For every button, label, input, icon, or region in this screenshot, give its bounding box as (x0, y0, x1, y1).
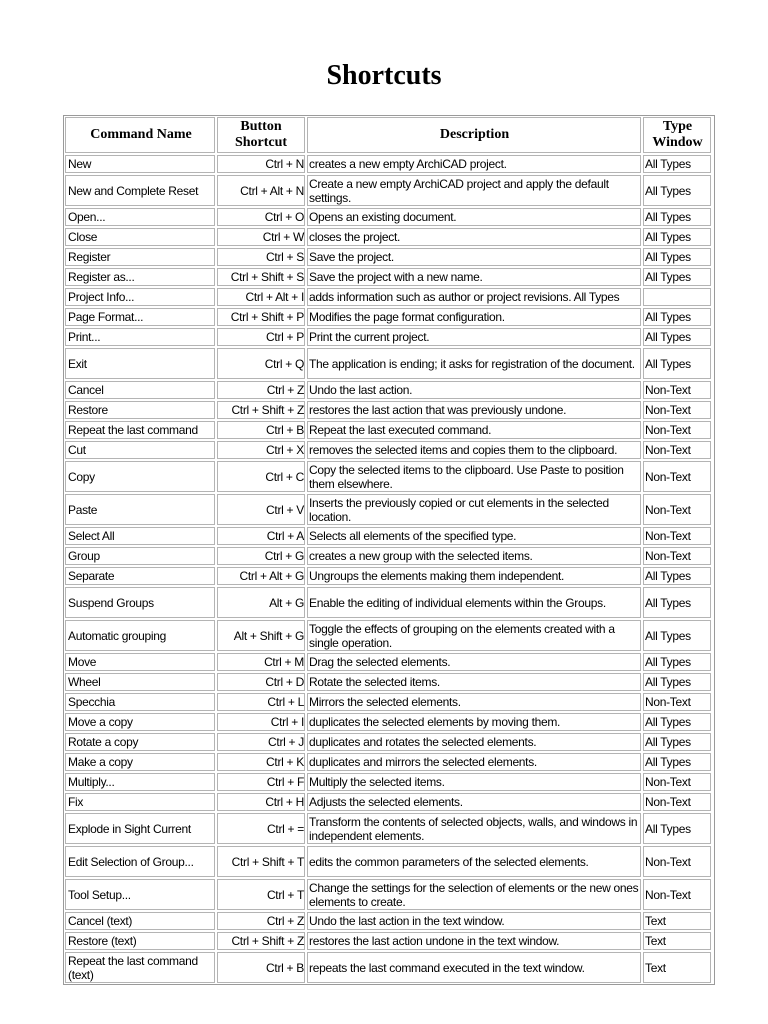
command-name-cell: Close (65, 228, 215, 246)
table-row (64, 420, 714, 440)
description-cell: Mirrors the selected elements. (307, 693, 641, 711)
table-row (64, 440, 714, 460)
table-row (64, 207, 714, 227)
shortcut-cell: Ctrl + K (217, 753, 305, 771)
shortcut-cell: Ctrl + W (217, 228, 305, 246)
shortcut-cell: Ctrl + Shift + Z (217, 932, 305, 950)
shortcut-cell: Ctrl + Shift + Z (217, 401, 305, 419)
table-row (64, 672, 714, 692)
command-name-cell: New and Complete Reset (65, 175, 215, 206)
table-row (64, 911, 714, 931)
description-cell: removes the selected items and copies them to the clipboard. (307, 441, 641, 459)
description-cell: Transform the contents of selected objects, walls, and windows in independent elements. (307, 813, 641, 844)
table-row (64, 712, 714, 732)
type-window-cell: All Types (643, 753, 711, 771)
command-name-cell: Repeat the last command (65, 421, 215, 439)
shortcut-cell: Ctrl + L (217, 693, 305, 711)
command-name-cell: Separate (65, 567, 215, 585)
command-name-cell: Rotate a copy (65, 733, 215, 751)
type-window-cell: All Types (643, 208, 711, 226)
shortcut-cell: Ctrl + F (217, 773, 305, 791)
command-name-cell: Group (65, 547, 215, 565)
table-row (64, 174, 714, 207)
table-row (64, 586, 714, 619)
shortcut-cell: Ctrl + S (217, 248, 305, 266)
command-name-cell: Restore (65, 401, 215, 419)
shortcut-cell: Ctrl + Z (217, 912, 305, 930)
table-row (64, 878, 714, 911)
table-row (64, 692, 714, 712)
description-cell: Modifies the page format configuration. (307, 308, 641, 326)
description-cell: edits the common parameters of the selected elements. (307, 846, 641, 877)
type-window-cell: All Types (643, 308, 711, 326)
command-name-cell: Move (65, 653, 215, 671)
shortcut-cell: Ctrl + A (217, 527, 305, 545)
type-window-cell: Non-Text (643, 693, 711, 711)
command-name-cell: Suspend Groups (65, 587, 215, 618)
type-window-cell: All Types (643, 175, 711, 206)
table-row (64, 247, 714, 267)
description-cell: duplicates the selected elements by moving them. (307, 713, 641, 731)
shortcut-cell: Ctrl + I (217, 713, 305, 731)
type-window-cell: All Types (643, 733, 711, 751)
description-cell: Ungroups the elements making them independent. (307, 567, 641, 585)
command-name-cell: Multiply... (65, 773, 215, 791)
description-cell: The application is ending; it asks for registration of the document. (307, 348, 641, 379)
table-row (64, 307, 714, 327)
shortcut-cell: Ctrl + Shift + T (217, 846, 305, 877)
command-name-cell: Paste (65, 494, 215, 525)
description-cell: Toggle the effects of grouping on the elements created with a single operation. (307, 620, 641, 651)
type-window-cell: All Types (643, 268, 711, 286)
description-cell: Save the project with a new name. (307, 268, 641, 286)
table-row (64, 327, 714, 347)
shortcut-cell: Ctrl + Shift + S (217, 268, 305, 286)
table-row (64, 347, 714, 380)
description-cell: Undo the last action. (307, 381, 641, 399)
description-cell: Drag the selected elements. (307, 653, 641, 671)
description-cell: Print the current project. (307, 328, 641, 346)
command-name-cell: Exit (65, 348, 215, 379)
type-window-cell: Text (643, 932, 711, 950)
table-row (64, 792, 714, 812)
command-name-cell: Automatic grouping (65, 620, 215, 651)
description-cell: Enable the editing of individual elements within the Groups. (307, 587, 641, 618)
page-title: Shortcuts (326, 60, 442, 91)
shortcut-cell: Ctrl + T (217, 879, 305, 910)
command-name-cell: Restore (text) (65, 932, 215, 950)
type-window-cell: Text (643, 952, 711, 983)
command-name-cell: Edit Selection of Group... (65, 846, 215, 877)
command-name-cell: Move a copy (65, 713, 215, 731)
description-cell: Repeat the last executed command. (307, 421, 641, 439)
table-row (64, 493, 714, 526)
description-cell: closes the project. (307, 228, 641, 246)
table-body (64, 154, 714, 984)
table-row (64, 227, 714, 247)
table-row (64, 845, 714, 878)
type-window-cell: Non-Text (643, 421, 711, 439)
description-cell: Copy the selected items to the clipboard. Use Paste to position them elsewhere. (307, 461, 641, 492)
description-cell: creates a new group with the selected items. (307, 547, 641, 565)
description-cell: duplicates and mirrors the selected elements. (307, 753, 641, 771)
table-row (64, 812, 714, 845)
type-window-cell: Non-Text (643, 793, 711, 811)
table-row (64, 546, 714, 566)
description-cell: Change the settings for the selection of elements or the new ones elements to create. (307, 879, 641, 910)
header-command-name: Command Name (65, 117, 215, 153)
type-window-cell: All Types (643, 673, 711, 691)
shortcut-cell: Ctrl + N (217, 155, 305, 173)
shortcut-cell: Ctrl + Alt + N (217, 175, 305, 206)
shortcut-cell: Ctrl + X (217, 441, 305, 459)
type-window-cell: Non-Text (643, 401, 711, 419)
type-window-cell: All Types (643, 155, 711, 173)
type-window-cell: All Types (643, 813, 711, 844)
command-name-cell: Fix (65, 793, 215, 811)
type-window-cell: All Types (643, 587, 711, 618)
shortcut-cell: Ctrl + = (217, 813, 305, 844)
command-name-cell: Tool Setup... (65, 879, 215, 910)
type-window-cell: All Types (643, 567, 711, 585)
description-cell: Undo the last action in the text window. (307, 912, 641, 930)
description-cell: Multiply the selected items. (307, 773, 641, 791)
header-button-shortcut: Button Shortcut (217, 117, 305, 153)
table-row (64, 566, 714, 586)
table-row (64, 619, 714, 652)
type-window-cell: All Types (643, 713, 711, 731)
shortcut-cell: Alt + G (217, 587, 305, 618)
table-row (64, 287, 714, 307)
description-cell: Inserts the previously copied or cut elements in the selected location. (307, 494, 641, 525)
table-row (64, 267, 714, 287)
shortcut-cell: Ctrl + C (217, 461, 305, 492)
type-window-cell: All Types (643, 228, 711, 246)
type-window-cell: Text (643, 912, 711, 930)
description-cell: creates a new empty ArchiCAD project. (307, 155, 641, 173)
table-row (64, 951, 714, 984)
shortcut-cell: Ctrl + Shift + P (217, 308, 305, 326)
command-name-cell: New (65, 155, 215, 173)
shortcut-cell: Ctrl + Z (217, 381, 305, 399)
description-cell: Create a new empty ArchiCAD project and apply the default settings. (307, 175, 641, 206)
shortcut-cell: Ctrl + Alt + G (217, 567, 305, 585)
type-window-cell: Non-Text (643, 547, 711, 565)
command-name-cell: Cancel (text) (65, 912, 215, 930)
type-window-cell: All Types (643, 620, 711, 651)
command-name-cell: Copy (65, 461, 215, 492)
type-window-cell: Non-Text (643, 494, 711, 525)
description-cell: Adjusts the selected elements. (307, 793, 641, 811)
type-window-cell: All Types (643, 653, 711, 671)
shortcut-cell: Ctrl + Q (217, 348, 305, 379)
table-row (64, 652, 714, 672)
type-window-cell: Non-Text (643, 773, 711, 791)
command-name-cell: Open... (65, 208, 215, 226)
type-window-cell: Non-Text (643, 461, 711, 492)
shortcut-cell: Ctrl + B (217, 421, 305, 439)
description-cell: repeats the last command executed in the text window. (307, 952, 641, 983)
shortcut-cell: Ctrl + J (217, 733, 305, 751)
table-header (64, 116, 714, 154)
type-window-cell: Non-Text (643, 527, 711, 545)
table-row (64, 400, 714, 420)
shortcut-cell: Ctrl + D (217, 673, 305, 691)
table-row (64, 752, 714, 772)
command-name-cell: Page Format... (65, 308, 215, 326)
command-name-cell: Wheel (65, 673, 215, 691)
shortcut-cell: Ctrl + O (217, 208, 305, 226)
type-window-cell: Non-Text (643, 879, 711, 910)
shortcut-cell: Alt + Shift + G (217, 620, 305, 651)
shortcut-cell: Ctrl + M (217, 653, 305, 671)
command-name-cell: Register as... (65, 268, 215, 286)
description-cell: Rotate the selected items. (307, 673, 641, 691)
type-window-cell: Non-Text (643, 846, 711, 877)
shortcut-cell: Ctrl + B (217, 952, 305, 983)
shortcut-cell: Ctrl + Alt + I (217, 288, 305, 306)
command-name-cell: Repeat the last command (text) (65, 952, 215, 983)
header-type-window: Type Window (643, 117, 711, 153)
type-window-cell: All Types (643, 248, 711, 266)
command-name-cell: Register (65, 248, 215, 266)
shortcut-cell: Ctrl + P (217, 328, 305, 346)
description-cell: adds information such as author or project revisions. All Types (307, 288, 641, 306)
table-row (64, 732, 714, 752)
command-name-cell: Project Info... (65, 288, 215, 306)
table-row (64, 526, 714, 546)
table-row (64, 154, 714, 174)
shortcut-cell: Ctrl + V (217, 494, 305, 525)
command-name-cell: Make a copy (65, 753, 215, 771)
type-window-cell: All Types (643, 328, 711, 346)
description-cell: duplicates and rotates the selected elements. (307, 733, 641, 751)
type-window-cell: Non-Text (643, 441, 711, 459)
shortcuts-table (63, 115, 715, 985)
description-cell: restores the last action that was previously undone. (307, 401, 641, 419)
table-row (64, 380, 714, 400)
table-row (64, 931, 714, 951)
type-window-cell: Non-Text (643, 381, 711, 399)
type-window-cell (643, 288, 711, 306)
type-window-cell: All Types (643, 348, 711, 379)
command-name-cell: Select All (65, 527, 215, 545)
description-cell: restores the last action undone in the text window. (307, 932, 641, 950)
command-name-cell: Cancel (65, 381, 215, 399)
shortcut-cell: Ctrl + G (217, 547, 305, 565)
table-row (64, 460, 714, 493)
command-name-cell: Cut (65, 441, 215, 459)
command-name-cell: Specchia (65, 693, 215, 711)
description-cell: Selects all elements of the specified type. (307, 527, 641, 545)
shortcut-cell: Ctrl + H (217, 793, 305, 811)
table-row (64, 772, 714, 792)
description-cell: Save the project. (307, 248, 641, 266)
command-name-cell: Explode in Sight Current (65, 813, 215, 844)
command-name-cell: Print... (65, 328, 215, 346)
description-cell: Opens an existing document. (307, 208, 641, 226)
header-description: Description (307, 117, 641, 153)
